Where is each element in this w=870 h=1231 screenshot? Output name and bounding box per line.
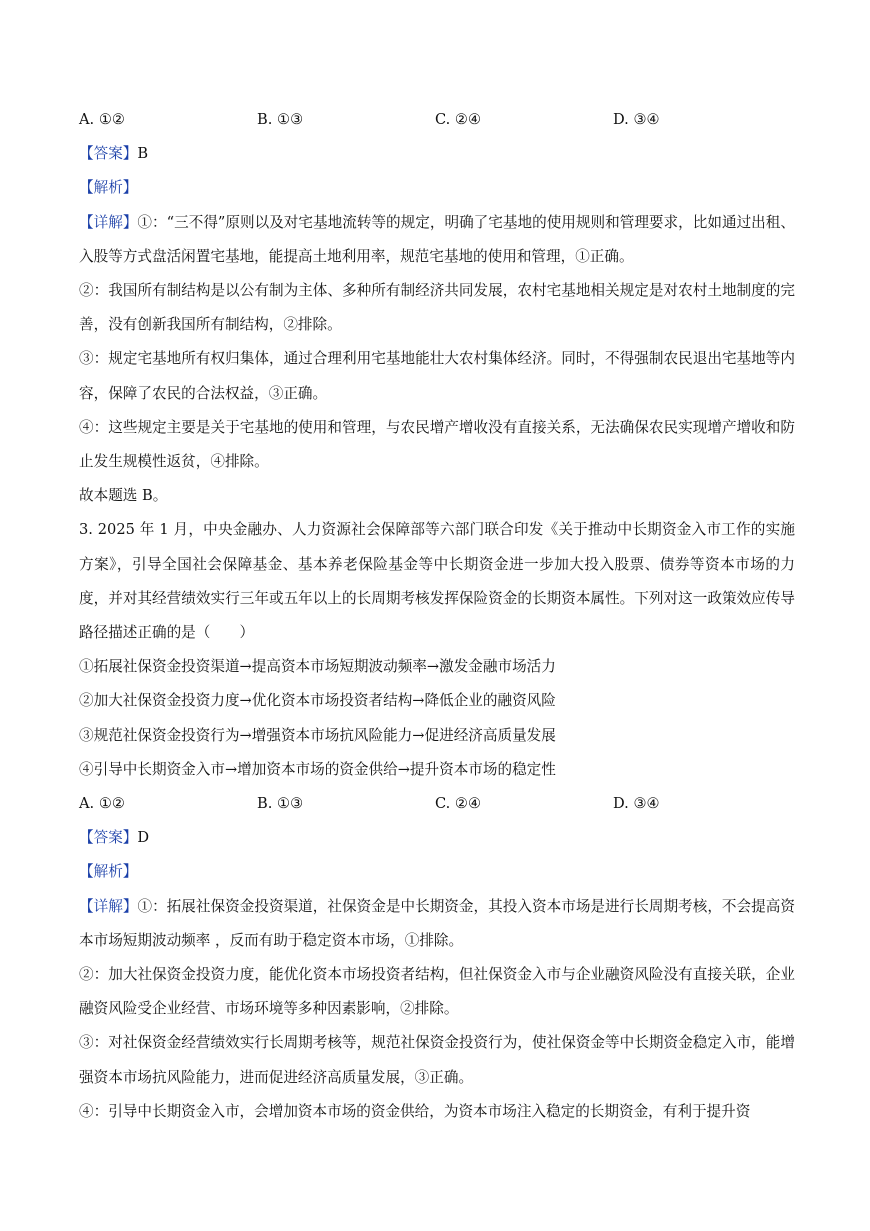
q2-detail-1-text: ①：“三不得”原则以及对宅基地流转等的规定，明确了宅基地的使用规则和管理要求，比如通过出租、入股等方式盘活闲置宅基地，能提高土地利用率，规范宅基地的使用和管理，①正确。 xyxy=(79,213,795,265)
q3-choice-a: A. ①② xyxy=(79,794,125,812)
q3-answer xyxy=(79,821,795,855)
q2-detail-label: 【详解】 xyxy=(79,213,138,231)
q3-answer-label: 【答案】 xyxy=(79,829,138,847)
q2-detail-1 xyxy=(79,206,795,274)
q3-choice-b: B. ①③ xyxy=(257,794,304,812)
q2-choice-d: D. ③④ xyxy=(613,111,660,128)
q2-detail-4: ④：这些规定主要是关于宅基地的使用和管理，与农民增产增收没有直接关系，无法确保农民实现增产增收和防止发生规模性返贫，④排除。 xyxy=(79,418,795,470)
q2-choice-b: B. ①③ xyxy=(257,111,304,128)
q2-analysis-label: 【解析】 xyxy=(79,179,138,197)
q3-choice-d: D. ③④ xyxy=(613,794,660,812)
q2-choices xyxy=(79,103,795,137)
q3-detail-3: ③：对社保资金经营绩效实行长周期考核等，规范社保资金投资行为，使社保资金等中长期资金稳定入市，能增强资本市场抗风险能力，进而促进经济高质量发展，③正确。 xyxy=(79,1034,795,1086)
document-page xyxy=(79,103,795,1129)
q2-choice-c: C. ②④ xyxy=(435,111,482,128)
q3-option-4: ④引导中长期资金入市→增加资本市场的资金供给→提升资本市场的稳定性 xyxy=(79,760,556,778)
q3-option-1: ①拓展社保资金投资渠道→提高资本市场短期波动频率→激发金融市场活力 xyxy=(79,658,556,676)
q3-stem: 3. 2025 年 1 月，中央金融办、人力资源社会保障部等六部门联合印发《关于推动中长期资金入市工作的实施方案》，引导全国社会保障基金、基本养老保险基金等中长期资金进一步加大投入股票、债券等资本市场的力度，并对其经营绩效实行三年或五年以上的长周期考核发挥保险资金的长期资本属性。下列对这一政策效应传导路径描述正确的是（ ） xyxy=(79,521,795,641)
q3-detail-4: ④：引导中长期资金入市，会增加资本市场的资金供给，为资本市场注入稳定的长期资金，有利于提升资 xyxy=(79,1102,751,1120)
q2-answer-label: 【答案】 xyxy=(79,145,138,163)
q3-detail-label: 【详解】 xyxy=(79,897,138,915)
q3-option-2: ②加大社保资金投资力度→优化资本市场投资者结构→降低企业的融资风险 xyxy=(79,692,556,710)
q2-choice-a: A. ①② xyxy=(79,111,125,128)
q2-detail-2: ②：我国所有制结构是以公有制为主体、多种所有制经济共同发展，农村宅基地相关规定是对农村土地制度的完善，没有创新我国所有制结构，②排除。 xyxy=(79,281,795,334)
q3-choices xyxy=(79,787,795,821)
q3-detail-1 xyxy=(79,890,795,958)
q3-detail-1-text: ①：拓展社保资金投资渠道，社保资金是中长期资金，其投入资本市场是进行长周期考核，不会提高资本市场短期波动频率 ，反而有助于稳定资本市场，①排除。 xyxy=(79,897,795,949)
q2-detail-3: ③：规定宅基地所有权归集体，通过合理利用宅基地能壮大农村集体经济。同时，不得强制农民退出宅基地等内容，保障了农民的合法权益，③正确。 xyxy=(79,350,795,402)
q2-answer xyxy=(79,137,795,171)
q3-answer-value: D xyxy=(137,829,150,847)
q3-analysis-label: 【解析】 xyxy=(79,863,138,881)
q2-conclusion: 故本题选 B。 xyxy=(79,487,168,505)
q2-answer-value: B xyxy=(137,145,149,163)
q3-detail-2: ②：加大社保资金投资力度，能优化资本市场投资者结构，但社保资金入市与企业融资风险没有直接关联，企业融资风险受企业经营、市场环境等多种因素影响，②排除。 xyxy=(79,965,795,1018)
q3-option-3: ③规范社保资金投资行为→增强资本市场抗风险能力→促进经济高质量发展 xyxy=(79,726,556,744)
q3-choice-c: C. ②④ xyxy=(435,794,482,812)
